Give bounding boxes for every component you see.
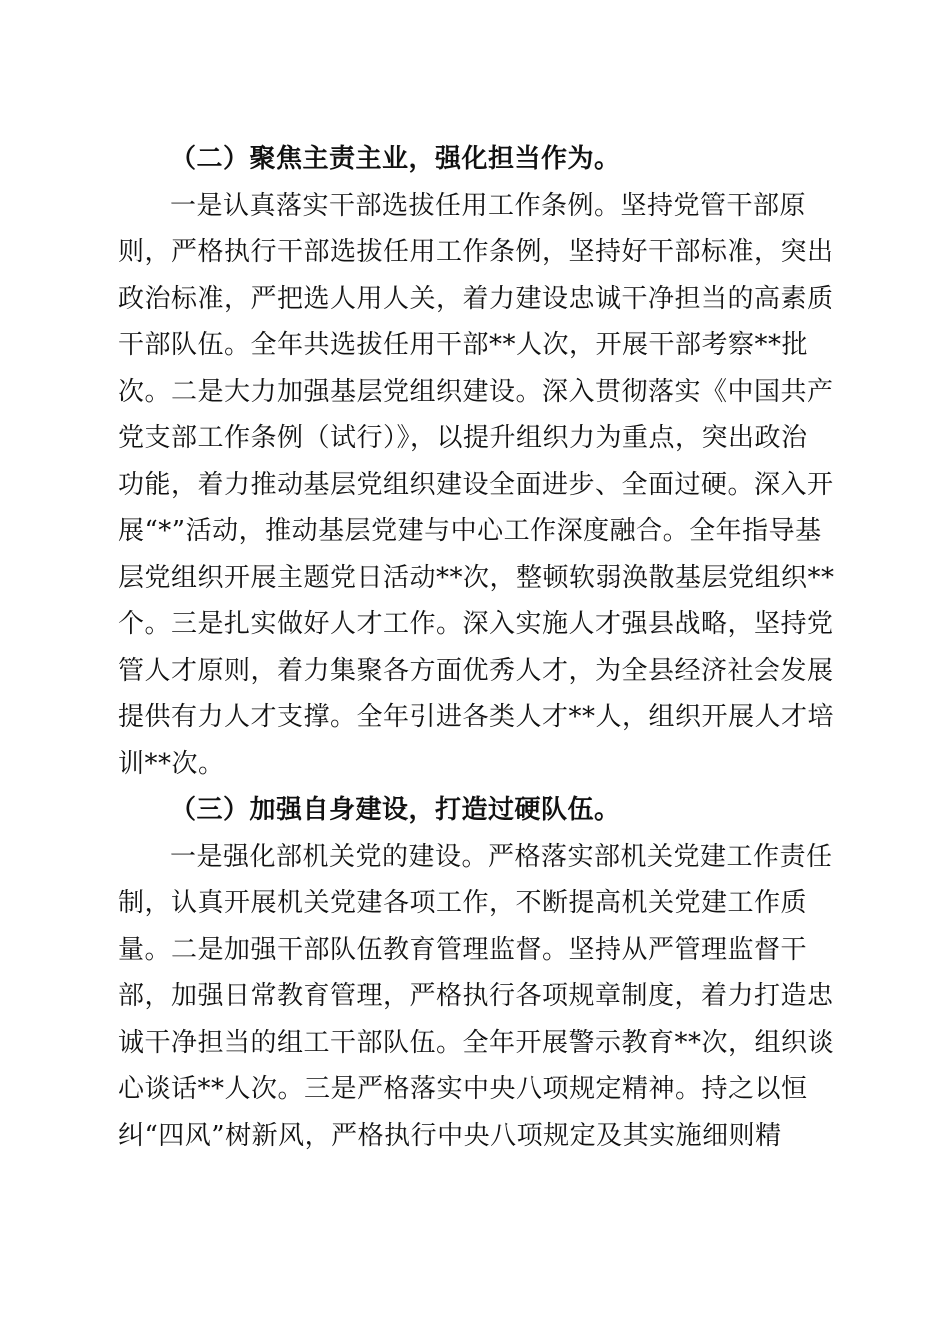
paragraph-line: 量。二是加强干部队伍教育管理监督。坚持从严管理监督干 xyxy=(118,934,808,965)
paragraph-line: 展“*”活动，推动基层党建与中心工作深度融合。全年指导基 xyxy=(118,516,822,546)
paragraph-line: 纠“四风”树新风，严格执行中央八项规定及其实施细则精 xyxy=(118,1120,782,1151)
paragraph-line: 一是强化部机关党的建设。严格落实部机关党建工作责任 xyxy=(170,841,833,872)
paragraph-line: 管人才原则，着力集聚各方面优秀人才，为全县经济社会发展 xyxy=(118,655,834,686)
paragraph-line: 制，认真开展机关党建各项工作，不断提高机关党建工作质 xyxy=(118,888,808,918)
paragraph-line: 功能，着力推动基层党组织建设全面进步、全面过硬。深入开 xyxy=(118,469,834,500)
document-page xyxy=(118,136,835,1159)
paragraph-line: 提供有力人才支撑。全年引进各类人才**人，组织开展人才培 xyxy=(118,702,835,732)
paragraph-line: 次。二是大力加强基层党组织建设。深入贯彻落实《中国共产 xyxy=(118,376,834,407)
section-heading-3: （三）加强自身建设，打造过硬队伍。 xyxy=(170,795,621,825)
paragraph-line: 部，加强日常教育管理，严格执行各项规章制度，着力打造忠 xyxy=(118,981,834,1011)
paragraph-line: 一是认真落实干部选拔任用工作条例。坚持党管干部原 xyxy=(170,190,807,221)
section-heading-2: （二）聚焦主责主业，强化担当作为。 xyxy=(170,144,621,174)
paragraph-line: 个。三是扎实做好人才工作。深入实施人才强县战略，坚持党 xyxy=(118,609,834,639)
paragraph-line: 训**次。 xyxy=(118,748,225,779)
paragraph-line: 层党组织开展主题党日活动**次，整顿软弱涣散基层党组织** xyxy=(118,562,835,593)
paragraph-line: 政治标准，严把选人用人关，着力建设忠诚干净担当的高素质 xyxy=(118,283,834,314)
paragraph-line: 干部队伍。全年共选拔任用干部**人次，开展干部考察**批 xyxy=(118,330,809,360)
paragraph-line: 党支部工作条例（试行）》，以提升组织力为重点，突出政治 xyxy=(118,423,808,453)
paragraph-line: 则，严格执行干部选拔任用工作条例，坚持好干部标准，突出 xyxy=(118,237,834,267)
paragraph-line: 心谈话**人次。三是严格落实中央八项规定精神。持之以恒 xyxy=(118,1074,808,1104)
paragraph-line: 诚干净担当的组工干部队伍。全年开展警示教育**次，组织谈 xyxy=(118,1027,835,1058)
